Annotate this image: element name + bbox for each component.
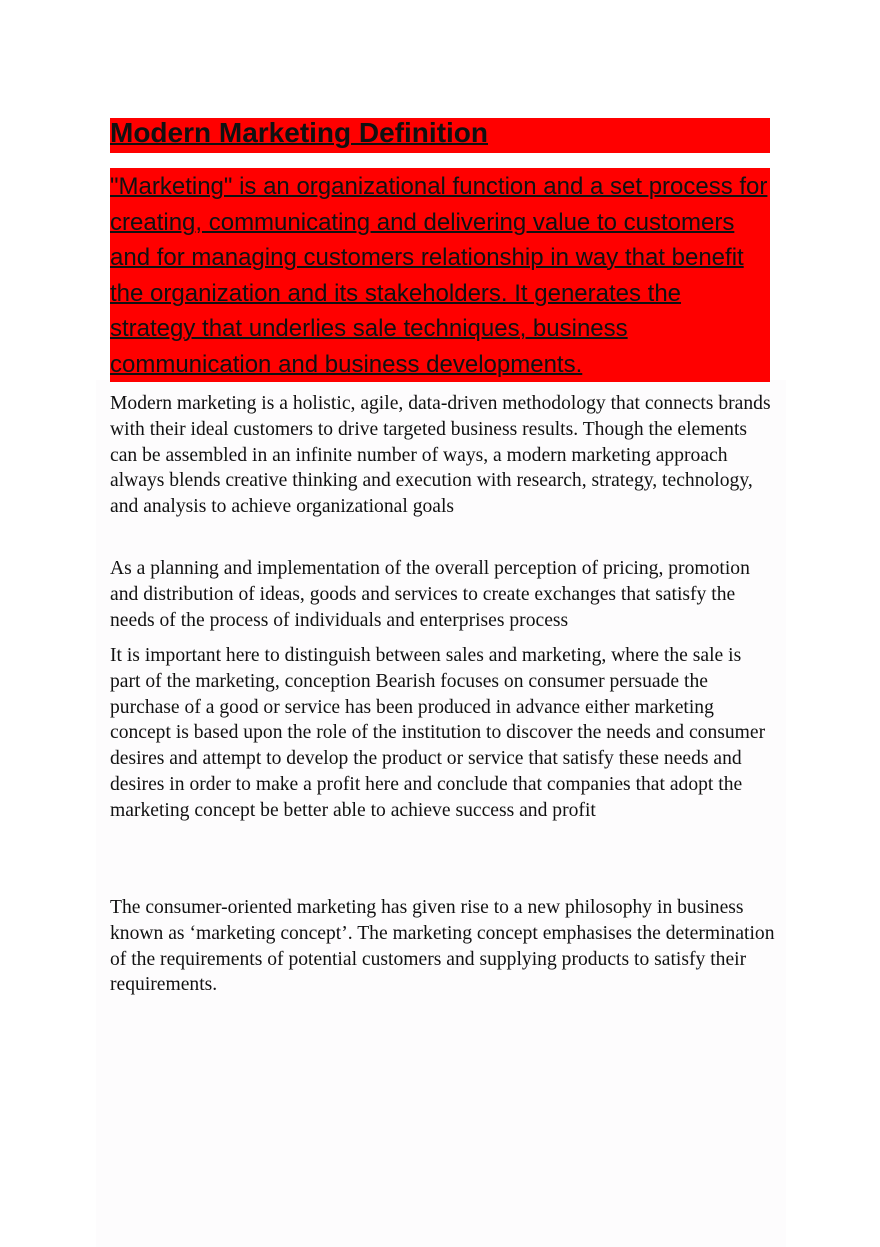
marketing-definition: "Marketing" is an organizational function and a set process for creating, communicating and delivering value to customers and for managing customers relationship in way that benefit the organization and its stakeholders. It generates the strategy that underlies sale techniques, business communication and business developments. [110, 173, 768, 378]
paragraph-sales-vs-marketing: It is important here to distinguish between sales and marketing, where the sale is part of the marketing, conception Bearish focuses on consumer persuade the purchase of a good or service has been produced in advance either marketing concept is based upon the role of the institution to discover the needs and consumer desires and attempt to develop the product or service that satisfy these needs and desires in order to make a profit here and conclude that companies that adopt the marketing concept be better able to achieve success and profit [110, 645, 766, 821]
paragraph-modern-marketing: Modern marketing is a holistic, agile, data-driven methodology that connects brands with their ideal customers to drive targeted business results. Though the elements can be assembled in an infinite number of ways, a modern marketing approach always blends creative thinking and execution with research, strategy, technology, and analysis to achieve organizational goals [110, 393, 771, 518]
paragraph-planning: As a planning and implementation of the overall perception of pricing, promotion and distribution of ideas, goods and services to create exchanges that satisfy the needs of the process of individuals and enterprises process [110, 558, 750, 631]
page-title: Modern Marketing Definition [110, 117, 488, 148]
paragraph-marketing-concept: The consumer-oriented marketing has given rise to a new philosophy in business known as ‘marketing concept’. The marketing concept emphasises the determination of the requirements of potential customers and supplying products to satisfy their requirements. [110, 897, 775, 996]
